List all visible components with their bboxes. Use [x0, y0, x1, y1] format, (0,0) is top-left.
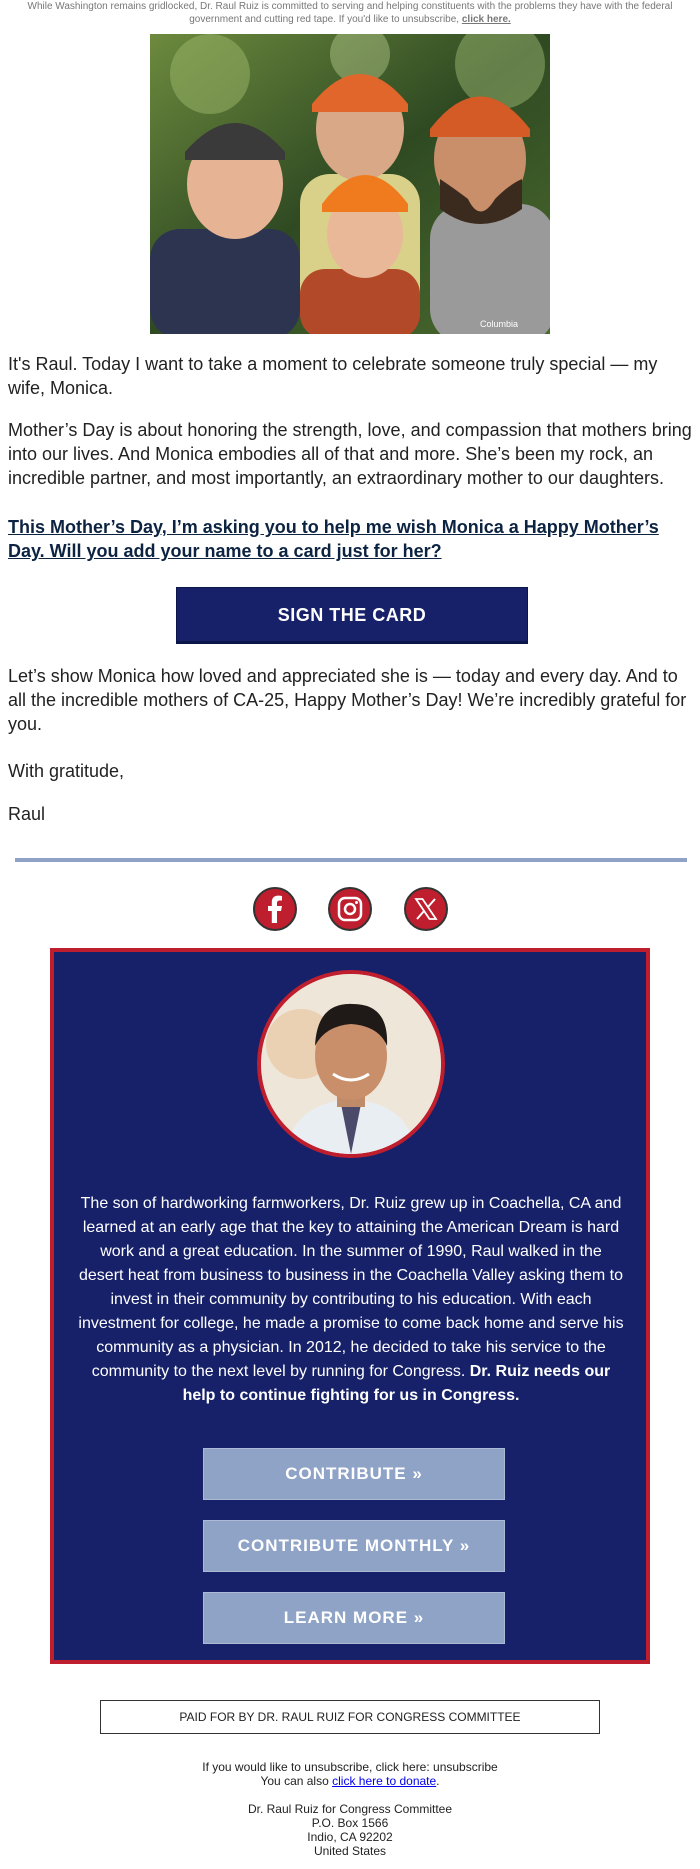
section-divider: [15, 858, 687, 862]
family-photo: [150, 34, 550, 334]
learn-more-button[interactable]: LEARN MORE »: [203, 1592, 505, 1644]
family-photo-illustration: [150, 34, 550, 334]
sign-card-button[interactable]: SIGN THE CARD: [176, 587, 528, 644]
closing-line: With gratitude,: [8, 761, 125, 781]
intro-paragraph: It's Raul. Today I want to take a moment to celebrate someone truly special — my wife, Monica.: [8, 354, 658, 398]
bio-text: [76, 1192, 626, 1408]
bio-body: The son of hardworking farmworkers, Dr. Ruiz grew up in Coachella, CA and learned at an early age that the key to attaining the American Dream is hard work and a great education. In the summer of 1990, Raul walked in the desert heat from business to business in the Coachella Valley asking them to invest in their community by contributing to his education. With each investment for college, he made a promise to come back home and serve his community as a physician. In 2012, he decided to take his service to the community to the next level by running for Congress.: [78, 1195, 624, 1380]
paid-for-disclaimer: PAID FOR BY DR. RAUL RUIZ FOR CONGRESS COMMITTEE: [100, 1700, 600, 1734]
footer-country: United States: [313, 1844, 387, 1858]
preheader-text: While Washington remains gridlocked, Dr. Raul Ruiz is committed to serving and helping constituents with the problems they have with the federal government and cutting red tape. If you'd like to unsubscribe,: [27, 1, 673, 25]
portrait-photo: [257, 970, 445, 1158]
sign-card-link[interactable]: This Mother’s Day, I’m asking you to help me wish Monica a Happy Mother’s Day. Will you add your name to a card just for her?: [8, 517, 659, 561]
footer-po-box: P.O. Box 1566: [311, 1816, 389, 1830]
mothers-day-paragraph: Mother’s Day is about honoring the strength, love, and compassion that mothers bring into our lives. And Monica embodies all of that and more. She’s been my rock, an incredible partner, and most importantly, an extraordinary mother to our daughters.: [8, 420, 692, 488]
x-icon[interactable]: [404, 887, 448, 931]
footer-city: Indio, CA 92202: [307, 1830, 393, 1844]
photo-watermark: Columbia: [480, 319, 519, 329]
donate-prefix: You can also: [260, 1774, 329, 1788]
contribute-monthly-button[interactable]: CONTRIBUTE MONTHLY »: [203, 1520, 505, 1572]
donate-link[interactable]: click here to donate: [332, 1774, 437, 1788]
preheader: [20, 0, 680, 26]
appreciation-paragraph: Let’s show Monica how loved and appreciated she is — today and every day. And to all the incredible mothers of CA-25, Happy Mother’s Day! We’re incredibly grateful for you.: [8, 666, 687, 734]
footer-org: Dr. Raul Ruiz for Congress Committee: [247, 1802, 453, 1816]
signature: Raul: [8, 804, 46, 824]
donate-suffix: .: [436, 1774, 440, 1788]
bio-callout: Dr. Ruiz needs our help to continue fighting for us in Congress.: [182, 1363, 611, 1404]
footer-unsubscribe[interactable]: If you would like to unsubscribe, click here: unsubscribe: [202, 1760, 498, 1774]
contribute-button[interactable]: CONTRIBUTE »: [203, 1448, 505, 1500]
bio-panel: [50, 948, 650, 1664]
facebook-icon[interactable]: [253, 887, 297, 931]
instagram-icon[interactable]: [328, 887, 372, 931]
unsubscribe-link[interactable]: click here.: [461, 14, 511, 25]
footer-donate: [100, 1774, 600, 1788]
